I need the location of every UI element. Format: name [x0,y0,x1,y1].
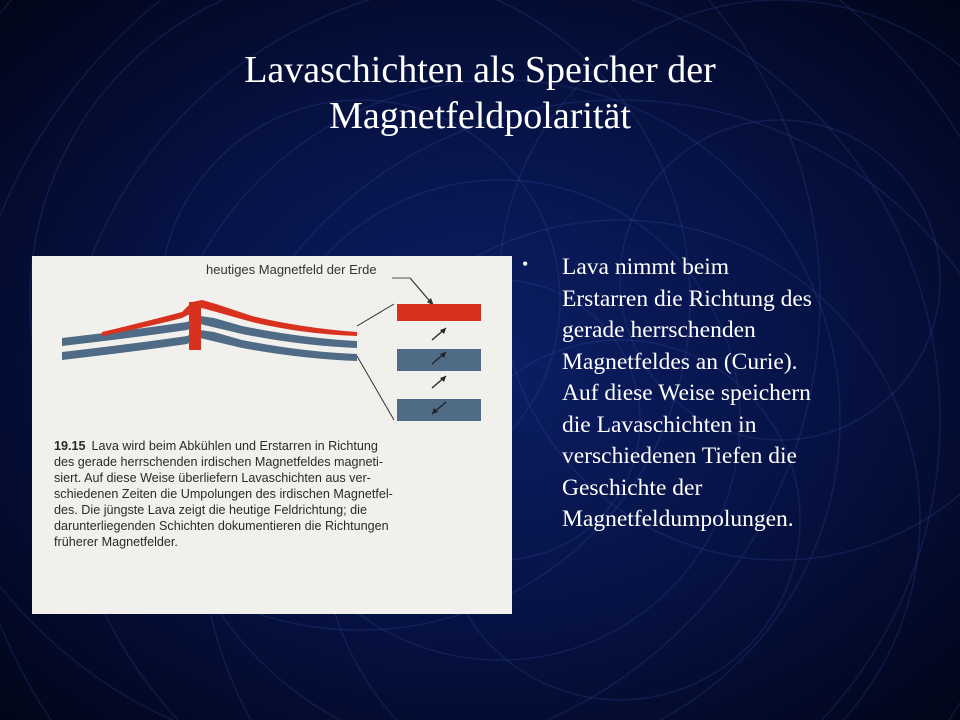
stack-layer-blue-1 [397,349,481,371]
stack-gap-2 [397,371,481,399]
caption-line-6: darunterliegenden Schichten dokumentieren die Richtungen [54,519,389,533]
volcanic-vent [189,302,201,350]
bullet-marker: • [522,254,529,274]
figure-caption [54,438,504,550]
bullet-line-7: verschiedenen Tiefen die [562,443,797,469]
bullet-line-1: Lava nimmt beim [562,254,730,280]
zoom-line-top [357,304,394,326]
lava-layer-figure [32,256,512,614]
caption-line-3: siert. Auf diese Weise überliefern Lavaschichten aus ver- [54,471,371,485]
bullet-line-4: Magnetfeldes an (Curie). [562,348,798,375]
slide-title-line-2: Magnetfeldpolarität [329,94,631,137]
stack-gap-1 [397,321,481,349]
figure-label: heutiges Magnetfeld der Erde [206,262,377,277]
stack-layer-blue-2 [397,399,481,421]
lava-diagram [32,256,512,614]
caption-line-2: des gerade herrschenden irdischen Magnetfeldes magneti- [54,455,384,469]
stack-layer-red [397,304,481,321]
bullet-line-8: Geschichte der [562,474,703,501]
caption-line-5: des. Die jüngste Lava zeigt die heutige Feldrichtung; die [54,503,367,517]
bullet-line-3: gerade herrschenden [562,317,756,343]
bullet-line-5: Auf diese Weise speichern [562,380,811,406]
bullet-line-9: Magnetfeldumpolungen. [562,506,794,532]
slide-title [100,48,860,139]
caption-line-7: früherer Magnetfelder. [54,535,178,549]
caption-line-1: Lava wird beim Abkühlen und Erstarren in Richtung [91,439,378,453]
bullet-line-6: die Lavaschichten in [562,411,757,438]
bullet-line-2: Erstarren die Richtung des [562,285,812,312]
caption-line-4: schiedenen Zeiten die Umpolungen des irdischen Magnetfel- [54,487,393,501]
slide-title-line-1: Lavaschichten als Speicher der [244,49,716,91]
bullet-text [562,252,812,536]
caption-number: 19.15 [54,439,86,453]
zoom-line-bottom [357,356,394,420]
